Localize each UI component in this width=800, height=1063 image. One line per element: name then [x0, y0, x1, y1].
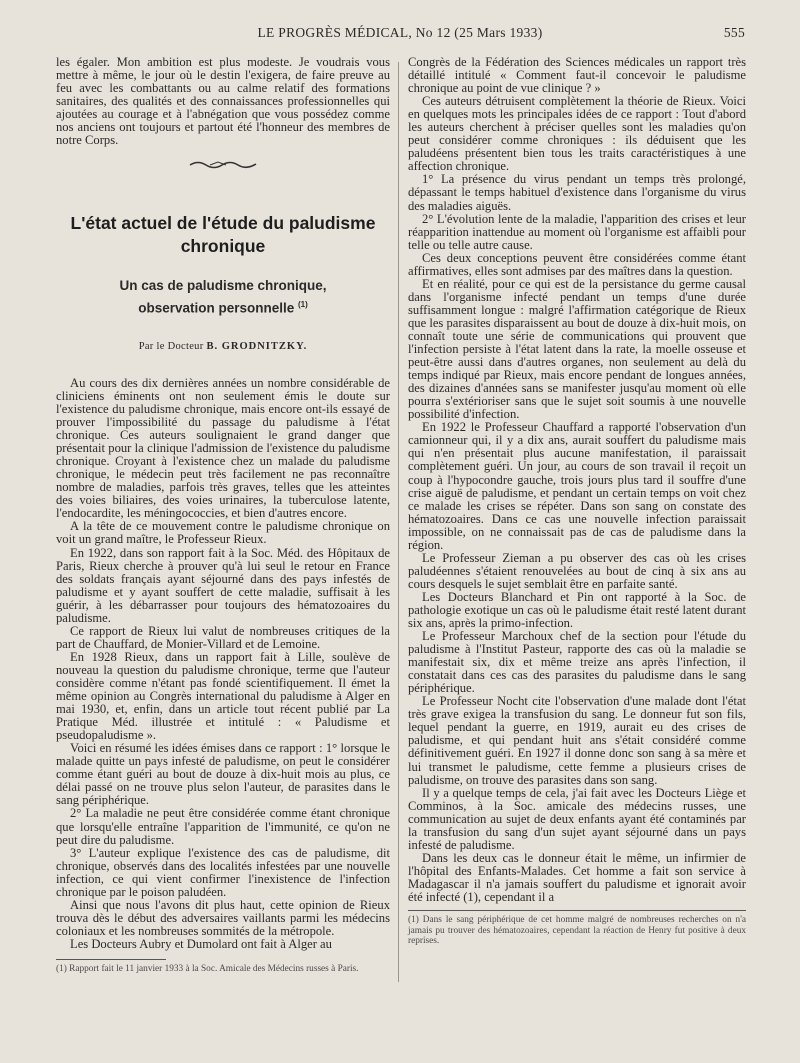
body-paragraph: Dans les deux cas le donneur était le même, un infirmier de l'hôpital des Enfants-Malades. Cet homme a fait son service à Madagascar il n'a jamais souffert du paludisme et ignorait avoir été infecté (1), cependant il a — [408, 850, 746, 904]
body-paragraph: Les Docteurs Blanchard et Pin ont rapporté à la Soc. de pathologie exotique un cas où le paludisme était resté latent durant six ans, après la primo-infection. — [408, 589, 746, 631]
byline-prefix: Par le Docteur — [138, 340, 204, 352]
body-paragraph: Voici en résumé les idées émises dans ce rapport : 1° lorsque le malade quitte un pays infesté de paludisme, on peut le considérer comme étant guéri au bout de douze à dix-huit mois au plus, ce délai passé on ne trouve plus selon l'auteur, de parasites dans le sang périphérique. — [56, 741, 390, 808]
body-paragraph: Le Professeur Marchoux chef de la section pour l'étude du paludisme à l'Institut Pasteur, rapporte des cas où la maladie se manifestait six, dix et même treize ans après l'infection, il constatait dans ces cas des parasites du paludisme dans le sang périphérique. — [408, 629, 746, 696]
body-paragraph: Ce rapport de Rieux lui valut de nombreuses critiques de la part de Chauffard, de Monier-Villard et de Lemoine. — [56, 623, 390, 651]
body-paragraph: Congrès de la Fédération des Sciences médicales un rapport très détaillé intitulé « Comment faut-il concevoir le paludisme chronique au point de vue clinique ? » — [408, 55, 746, 96]
body-paragraph: Le Professeur Zieman a pu observer des cas où les crises paludéennes s'étaient renouvelées au bout de cinq à six ans au cours desquels le sujet semblait être en parfaite santé. — [408, 550, 746, 591]
right-column — [408, 56, 746, 947]
body-paragraph: Au cours des dix dernières années un nombre considérable de cliniciens éminents ont non seulement émis le doute sur l'existence du paludisme chronique, mais encore ont-ils essayé de prouver l'impossibilité du passage du paludisme à l'état chronique. Ces auteurs soulignaient le grand danger que présentait pour la clinique l'admission de l'existence du paludisme chronique. Croyant à l'existence chez un malade du paludisme chronique, le médecin peut très facilement ne pas reconnaître nombre de maladies, parfois très graves, telles que les atteintes des voies biliaires, des voies urinaires, la tuberculose latente, l'endocardite, les méningococcies, et bien d'autres encore. — [56, 375, 390, 521]
body-paragraph: 1° La présence du virus pendant un temps très prolongé, dépassant le temps habituel d'existence dans l'organisme du virus des maladies aiguës. — [408, 172, 746, 213]
body-paragraph: 2° L'évolution lente de la maladie, l'apparition des crises et leur réapparition inattendue au moment où l'organisme est affaibli pour telle ou telle autre cause. — [408, 211, 746, 252]
page-number: 555 — [723, 25, 745, 40]
intro-paragraph: les égaler. Mon ambition est plus modeste. Je voudrais vous mettre à même, le jour où le destin l'exigera, de faire preuve au feu avec les combattants ou au calme relatif des formations sanitaires, des qualités et des connaissances professionnelles qui ajoutées au courage et à l'abnégation que vous possédez comme nos anciens ont toujours et partout été l'honneur des membres de notre Corps. — [56, 55, 390, 148]
byline — [56, 340, 390, 353]
journal-title: LE PROGRÈS MÉDICAL, No 12 (25 Mars 1933) — [257, 25, 543, 40]
article-subtitle — [56, 276, 390, 318]
body-paragraph: 2° La maladie ne peut être considérée comme étant chronique que lorsqu'elle entraîne l'apparition de l'immunité, ce qu'on ne peut dire du paludisme. — [56, 806, 390, 847]
subtitle-line-1: Un cas de paludisme chronique, — [119, 278, 327, 294]
body-paragraph: Les Docteurs Aubry et Dumolard ont fait à Alger au — [70, 936, 332, 951]
subtitle-text: observation personnelle — [138, 300, 295, 316]
running-header — [55, 25, 745, 41]
footnote-left: (1) Rapport fait le 11 janvier 1933 à la Soc. Amicale des Médecins russes à Paris. — [56, 963, 359, 974]
body-paragraph: Ainsi que nous l'avons dit plus haut, cette opinion de Rieux trouva dès le début des adversaires vaillants parmi les médecins coloniaux et les nombreuses sommités de la métropole. — [56, 897, 390, 938]
footnote-right: (1) Dans le sang périphérique de cet homme malgré de nombreuses recherches on n'a jamais pu trouver des hématozoaires, cependant la réaction de Henry fut positive à deux reprises. — [408, 915, 746, 947]
left-column — [56, 56, 390, 974]
body-paragraph: 3° L'auteur explique l'existence des cas de paludisme, dit chronique, observés dans des localités infestées par une nouvelle infection, ce qui vient confirmer l'inexistence de l'infection chronique par le poison paludéen. — [56, 845, 390, 899]
footnote-rule — [408, 910, 746, 911]
body-paragraph: Ces auteurs détruisent complètement la théorie de Rieux. Voici en quelques mots les principales idées de ce rapport : Tout d'abord les auteurs cherchent à préciser quelles sont les maladies qu'on peut considérer comme chroniques : ils déduisent que les paludéens présentent bien tous les traits caractéristiques à une affection chronique. — [408, 94, 746, 174]
body-paragraph: En 1928 Rieux, dans un rapport fait à Lille, soulève de nouveau la question du paludisme chronique, terme que l'auteur considère comme n'étant pas fondé scientifiquement. Il émet la même opinion au Congrès international du paludisme à Alger en mai 1930, et, enfin, dans un article tout récent publié par La Pratique Méd. illustrée et intitulé : « Paludisme et pseudopaludisme ». — [56, 649, 390, 743]
footnote-ref: (1) — [298, 300, 308, 310]
author-name: B. GRODNITZKY. — [206, 340, 308, 352]
subtitle-line-2 — [56, 295, 390, 318]
body-paragraph: Et en réalité, pour ce qui est de la persistance du germe causal dans l'organisme infecté pendant un temps d'une durée suffisamment longue : malgré l'affirmation catégorique de Rieux que les parasites disparaissent au bout de douze à dix-huit mois, on connaît toute une série de communications qui prouvent que l'infection persiste à l'état latent dans la rate, la moelle osseuse et peut-être aussi dans d'autres organes, non seulement au delà du temps indiqué par Rieux, mais encore pendant de longues années, des dizaines d'années sans se manifester jusqu'au moment où elle pourra s'extérioriser sans que le sujet soit soumis à une nouvelle possibilité d'infection. — [408, 276, 746, 422]
swash-ornament-icon — [56, 159, 390, 172]
body-paragraph: En 1922 le Professeur Chauffard a rapporté l'observation d'un camionneur qui, il y a dix ans, aurait souffert du paludisme mais qui n'en présentait plus aucune manifestation, il paraissait complètement guéri. Un jour, au cours de son travail il reçoit un coup à l'hypocondre gauche, trois jours plus tard il souffre d'une crise aiguë de paludisme, et pendant un certain temps on voit chez ce malade les crises se répéter. Dans son sang on constate des hématozoaires. Dans ce cas une nouvelle infection paraissait impossible, on ne connaissait pas de cas de paludisme dans la région. — [408, 420, 746, 552]
article-title: L'état actuel de l'étude du paludisme chronique — [70, 213, 376, 257]
body-paragraph: Le Professeur Nocht cite l'observation d'une malade dont l'état très grave exigea la transfusion du sang. Le donneur fut son fils, lequel pendant la guerre, en 1919, aurait eu des crises de paludisme, et qui pendant huit ans s'était considéré comme définitivement guéri. En 1927 il donne donc son sang à sa mère et lui transmet le paludisme, cette femme a plusieurs crises de paludisme, on trouve des parasites dans son sang. — [408, 694, 746, 787]
body-paragraph: Il y a quelque temps de cela, j'ai fait avec les Docteurs Liège et Comminos, à la Soc. amicale des médecins russes, une communication au sujet de deux enfants ayant été contaminés par la transfusion du sang d'un sujet ayant séjourné dans un pays infesté de paludisme. — [408, 785, 746, 852]
body-paragraph: En 1922, dans son rapport fait à la Soc. Méd. des Hôpitaux de Paris, Rieux cherche à prouver qu'à lui seul le retour en France des soldats français ayant séjourné dans des pays infestés de paludisme et y ayant souffert de cette maladie, suffisait à les guérir, à les débarrasser pour toujours des hématozoaires du paludisme. — [56, 545, 390, 625]
body-paragraph: A la tête de ce mouvement contre le paludisme chronique on voit un grand maître, le Professeur Rieux. — [56, 519, 390, 547]
footnote-rule — [56, 959, 166, 960]
column-divider — [398, 62, 399, 982]
body-paragraph: Ces deux conceptions peuvent être considérées comme étant affirmatives, elles sont admises par des maîtres dans la question. — [408, 250, 746, 278]
